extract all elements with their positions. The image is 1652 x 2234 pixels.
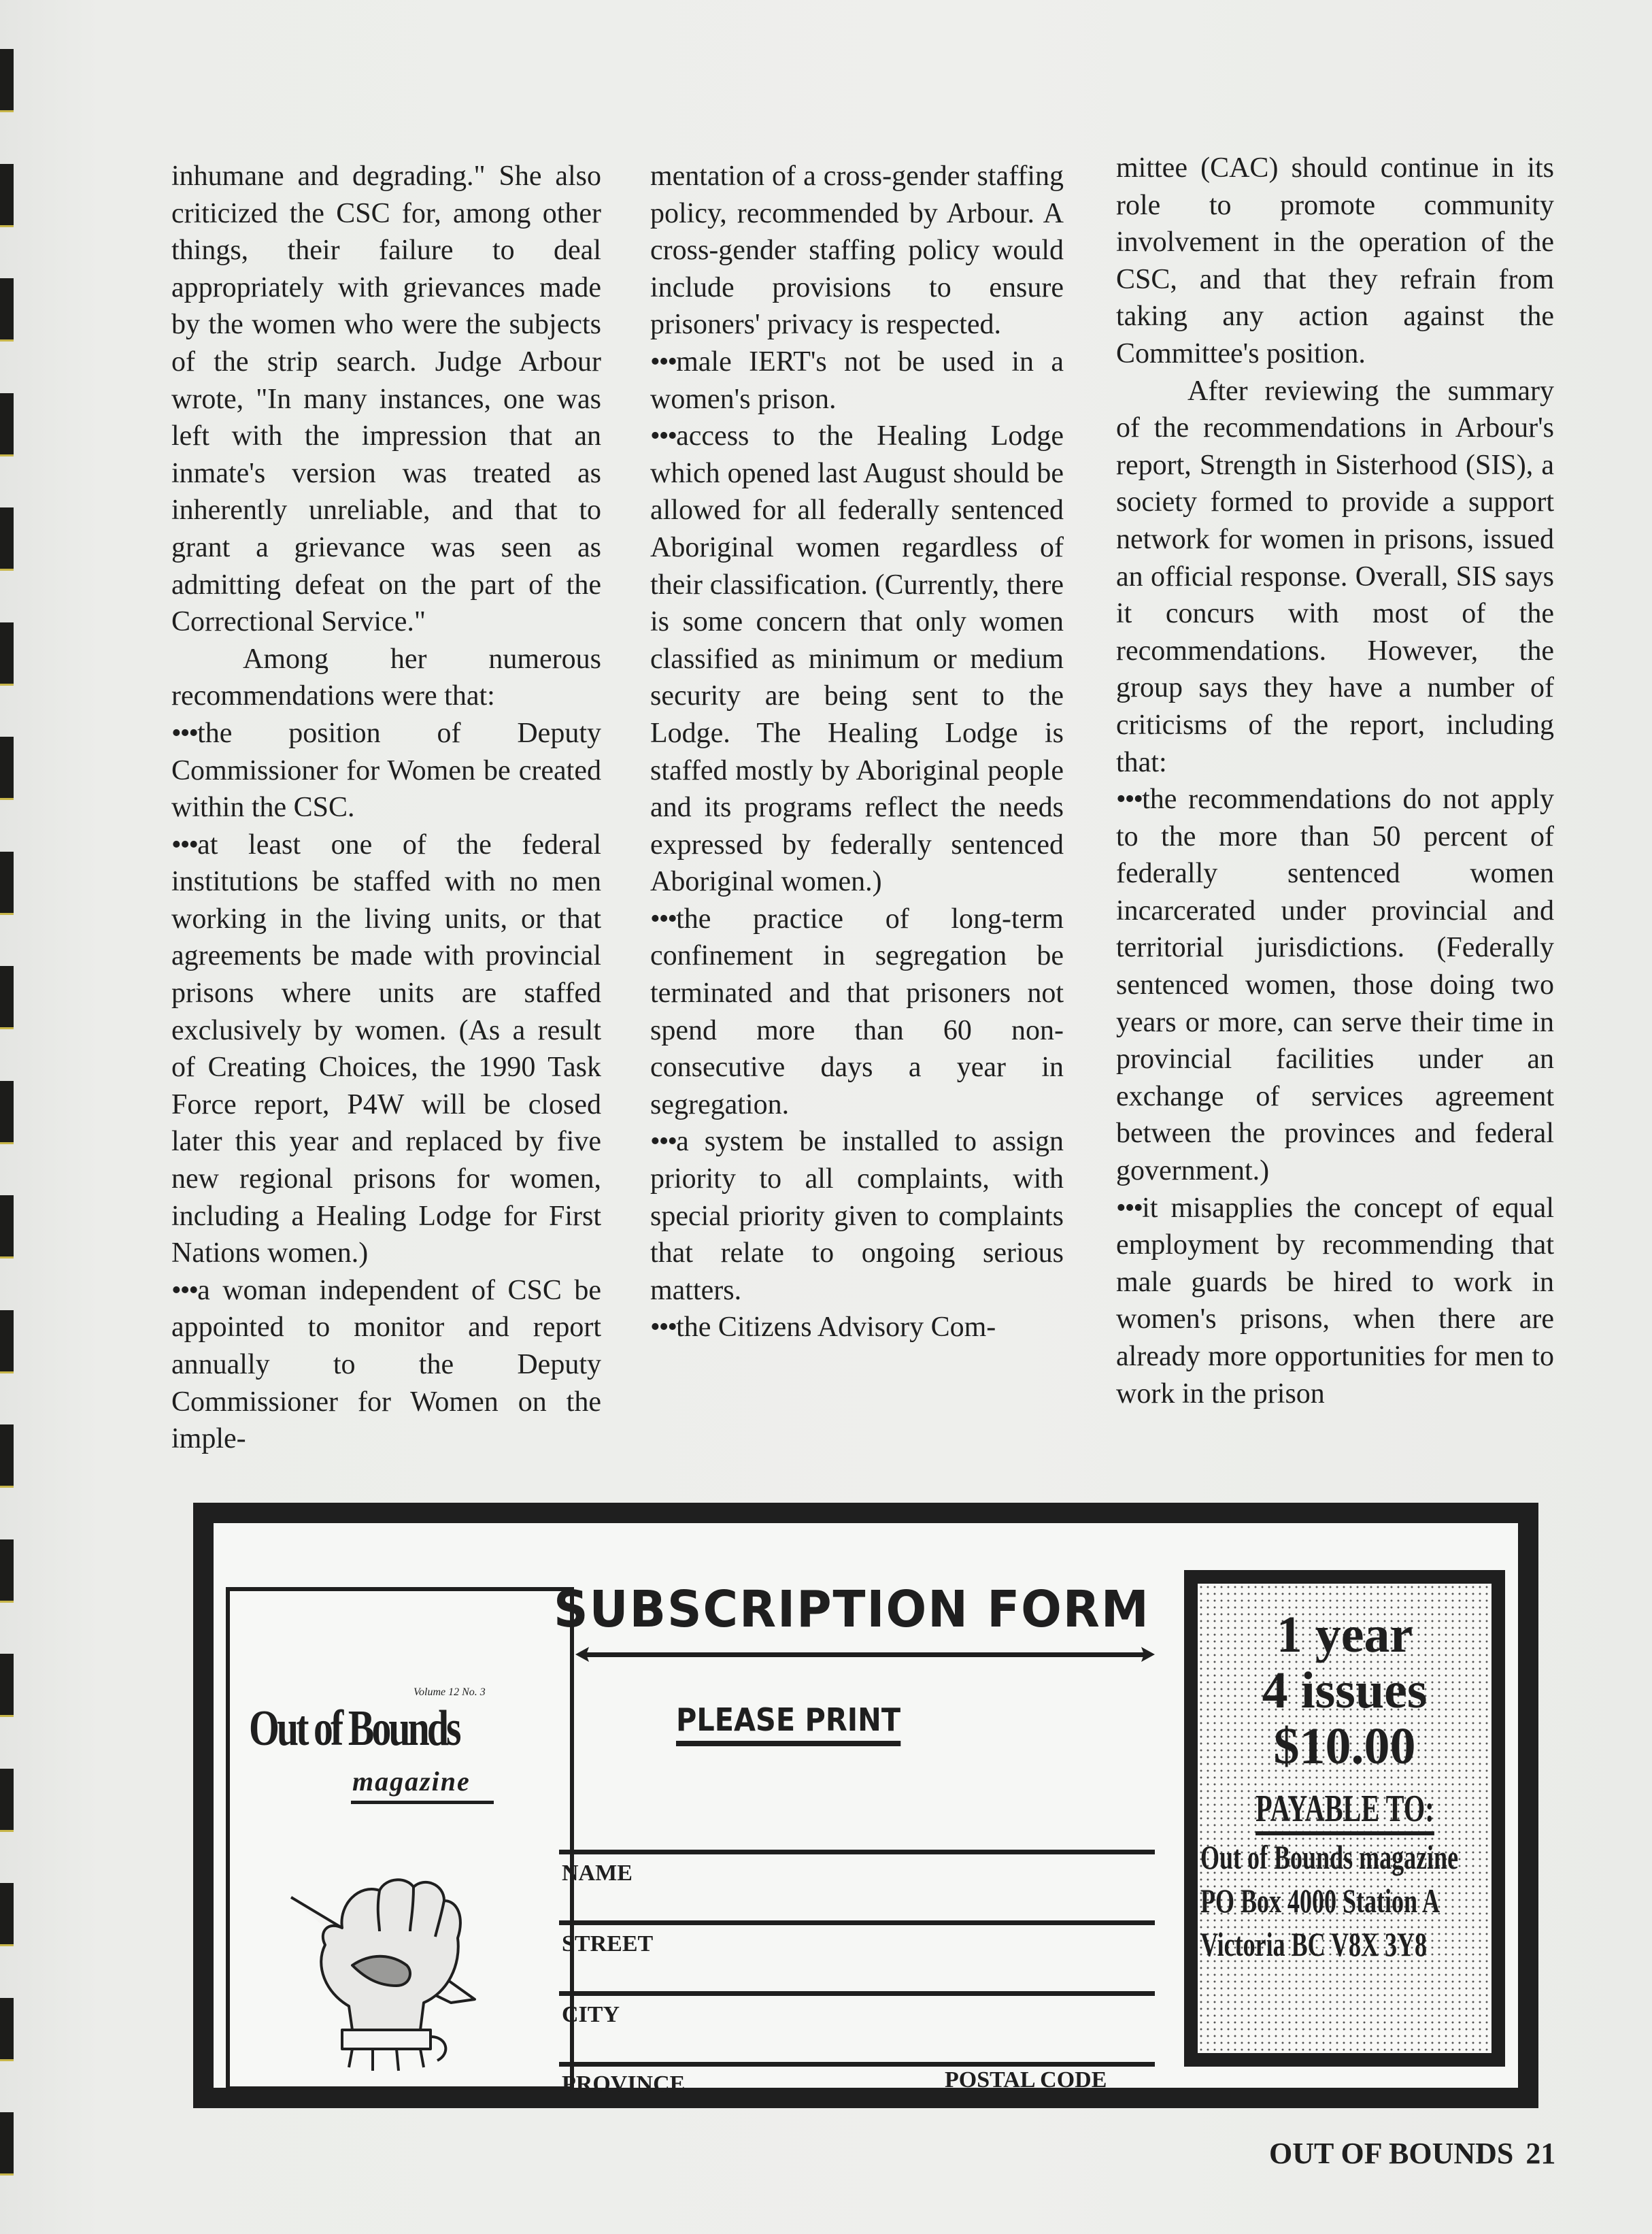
price-box	[1184, 1570, 1505, 2067]
binding-hole	[0, 1424, 14, 1488]
binding-hole	[0, 278, 14, 341]
paragraph: After reviewing the summary of the recommendations in Arbour's report, Strength in Sisterhood (SIS), a society formed to provide a support network for women in prisons, issued an official response. Overall, SIS says it concurs with most of the recommendations. However, the group says they have a number of criticisms of the report, including that:	[1116, 375, 1554, 778]
bullet-item	[650, 1309, 1064, 1346]
bullet-icon	[1116, 1193, 1142, 1224]
binding-hole	[0, 852, 14, 915]
bullet-icon	[650, 420, 676, 452]
page-number: 21	[1525, 2137, 1556, 2170]
bullet-text: a woman independent of CSC be appointed to monitor and report annually to the Deputy Commissioner for Women on the imple-	[171, 1274, 601, 1455]
binding-hole	[0, 2112, 14, 2175]
address-line: Out of Bounds magazine	[1200, 1838, 1459, 1876]
payable-to-heading: PAYABLE TO:	[1255, 1786, 1434, 1835]
bullet-icon	[1116, 784, 1142, 815]
bullet-item	[650, 344, 1064, 418]
bullet-text: male IERT's not be used in a women's prison.	[650, 346, 1064, 415]
article-column-1	[171, 158, 601, 1458]
bullet-item	[171, 1272, 601, 1458]
binding-hole	[0, 393, 14, 456]
binding-hole	[0, 1081, 14, 1144]
bullet-text: the practice of long-term confinement in segregation be terminated and that prisoners not spend more than 60 non-consecutive days a year in segregation.	[650, 903, 1064, 1120]
please-print-heading: PLEASE PRINT	[676, 1701, 900, 1746]
subscription-issues: 4 issues	[1262, 1662, 1428, 1719]
binding-hole	[0, 737, 14, 800]
form-title: SUBSCRIPTION FORM	[554, 1580, 1150, 1639]
bullet-icon	[650, 1126, 676, 1157]
double-arrow-icon	[574, 1644, 1156, 1665]
bullet-text: it misapplies the concept of equal employment by recommending that male guards be hired to work in women's prisons, when there are already more opportunities for men to work in the prison	[1116, 1192, 1554, 1410]
binding-hole	[0, 507, 14, 571]
city-field[interactable]	[559, 1991, 1155, 1996]
bullet-item	[171, 715, 601, 827]
bullet-item	[1116, 1190, 1554, 1413]
bullet-text: a system be installed to assign priority to all complaints, with special priority given to complaints that relate to ongoing serious matters.	[650, 1126, 1064, 1306]
bullet-icon	[171, 829, 197, 861]
paragraph: Among her numerous recommendations were that:	[171, 643, 601, 712]
publication-name: OUT OF BOUNDS	[1269, 2137, 1514, 2170]
bullet-item	[171, 827, 601, 1272]
bullet-icon	[650, 1312, 676, 1343]
bullet-item	[650, 418, 1064, 901]
street-label: STREET	[562, 1931, 654, 1956]
binding-hole	[0, 1539, 14, 1603]
binding-hole	[0, 1998, 14, 2061]
bullet-text: the Citizens Advisory Com-	[676, 1312, 996, 1344]
logo-underline	[351, 1801, 494, 1804]
subscription-form	[193, 1503, 1538, 2108]
address-line: PO Box 4000 Station A	[1200, 1882, 1440, 1920]
binding-hole	[0, 1769, 14, 1832]
logo-volume: Volume 12 No. 3	[414, 1686, 486, 1698]
spiral-binding	[0, 0, 27, 2234]
province-postal-field[interactable]	[559, 2062, 1155, 2067]
binding-hole	[0, 622, 14, 686]
bullet-item	[650, 901, 1064, 1124]
binding-hole	[0, 1883, 14, 1946]
bullet-icon	[650, 903, 676, 935]
binding-hole	[0, 1654, 14, 1717]
postal-code-label: POSTAL CODE	[945, 2067, 1107, 2093]
name-field[interactable]	[559, 1850, 1155, 1854]
bullet-item	[1116, 781, 1554, 1190]
subscription-term: 1 year	[1276, 1606, 1413, 1663]
bullet-icon	[650, 346, 676, 378]
address-line: Victoria BC V8X 3Y8	[1200, 1925, 1427, 1963]
bullet-text: the position of Deputy Commissioner for Women be created within the CSC.	[171, 717, 601, 824]
binding-hole	[0, 966, 14, 1029]
logo-subtitle: magazine	[352, 1766, 471, 1797]
article-column-3	[1116, 150, 1554, 1412]
paragraph: inhumane and degrading." She also criticized the CSC for, among other things, their failure to deal appropriately with grievances made by the women who were the subjects of the strip search. Judge Arbour wrote, "In many instances, one was left with the impression that an inmate's version was treated as inherently unreliable, and that to grant a grievance was seen as admitting defeat on the part of the Correctional Service."	[171, 161, 601, 638]
binding-hole	[0, 1195, 14, 1258]
paragraph: mentation of a cross-gender staffing policy, recommended by Arbour. A cross-gender staffing policy would include provisions to ensure prisoners' privacy is respected.	[650, 161, 1064, 341]
city-label: CITY	[562, 2002, 620, 2027]
binding-hole	[0, 164, 14, 227]
article-column-2	[650, 158, 1064, 1346]
province-label: PROVINCE	[562, 2071, 686, 2097]
binding-hole	[0, 1310, 14, 1373]
name-label: NAME	[562, 1861, 633, 1886]
binding-hole	[0, 49, 14, 112]
page-footer	[1269, 2136, 1555, 2171]
bullet-icon	[171, 718, 197, 749]
bullet-item	[650, 1123, 1064, 1309]
paragraph: mittee (CAC) should continue in its role to promote community involvement in the operation of the CSC, and that they refrain from taking any action against the Committee's position.	[1116, 152, 1554, 369]
magazine-logo	[226, 1587, 574, 2090]
bullet-text: the recommendations do not apply to the more than 50 percent of federally sentenced women incarcerated under provincial and territorial jurisdictions. (Federally sentenced women, those doing two years or more, can serve their time in provincial facilities under an exchange of services agreement between the provinces and federal government.)	[1116, 784, 1554, 1187]
bullet-text: access to the Healing Lodge which opened last August should be allowed for all federally sentenced Aboriginal women regardless of their classification. (Currently, there is some concern that only women classified as minimum or medium security are being sent to the Lodge. The Healing Lodge is staffed mostly by Aboriginal people and its programs reflect the needs expressed by federally sentenced Aboriginal women.)	[650, 420, 1064, 898]
fist-holding-pencil-icon	[277, 1863, 495, 2081]
subscription-price: $10.00	[1273, 1718, 1416, 1775]
logo-title: Out of Bounds	[249, 1701, 459, 1756]
street-field[interactable]	[559, 1920, 1155, 1925]
bullet-text: at least one of the federal institutions be staffed with no men working in the living units, or that agreements be made with provincial prisons where units are staffed exclusively by women. (As a result of Creating Choices, the 1990 Task Force report, P4W will be closed later this year and replaced by five new regional prisons for women, including a Healing Lodge for First Nations women.)	[171, 829, 601, 1269]
bullet-icon	[171, 1275, 197, 1306]
